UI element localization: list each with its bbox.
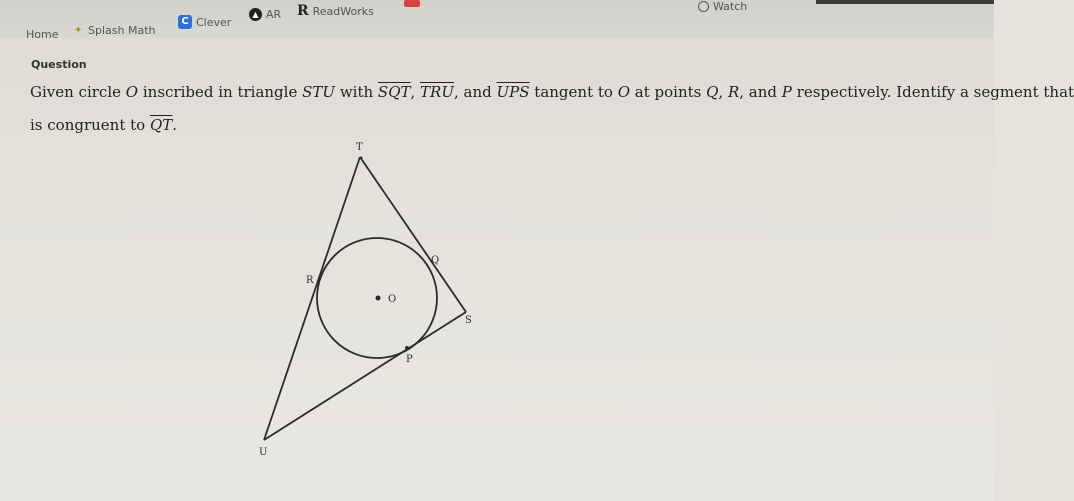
q-circle-o: O [125,83,139,101]
vertex-t [360,157,363,160]
readworks-label: ReadWorks [312,4,374,18]
q-text: , and [454,83,497,101]
q-text: inscribed in triangle [138,83,303,101]
q-text: tangent to [529,83,618,101]
q-text: with [335,83,378,101]
q-text: , and [739,83,782,101]
label-u: U [259,447,268,458]
q-segment-sqt: $\overline{SQT}$ [377,83,411,101]
splash-math-label: Splash Math [88,24,156,37]
q-text: respectively. Identify a segment that [791,83,1074,101]
q-text: at points [630,83,707,101]
q-point-r: R [727,83,740,101]
ar-label: AR [266,8,282,21]
home-label: Home [26,28,59,41]
q-point-q: Q [706,83,719,101]
tangent-point-p [405,346,409,350]
segment-tu [264,157,360,440]
label-r: R [306,275,314,286]
question-label: Question [31,58,87,71]
q-segment-qt: $\overline{QT}$ [149,116,173,134]
q-text: Given circle [30,83,126,101]
splash-math-icon: ✦ [74,24,83,36]
readworks-icon: R [297,3,309,19]
triangle-stu [264,157,466,440]
question-line-1: Given circle O inscribed in triangle STU with $\overline{SQT}$, $\overline{TRU}$, and $\overline{UPS}$ tangent to O at points Q, R, and P respectively. Identify a segment that [30,83,1074,101]
label-o: O [388,294,397,305]
ar-icon: ▲ [249,8,262,21]
q-segment-ups: $\overline{UPS}$ [496,83,530,101]
watch-label: Watch [713,0,748,13]
q-text: . [172,116,178,134]
q-segment-tru: $\overline{TRU}$ [420,83,454,101]
clever-icon: C [178,15,192,29]
center-point-o [376,296,381,301]
segment-us [264,312,466,440]
q-point-p: P [781,83,792,101]
label-q: Q [431,255,440,266]
q-triangle-stu: STU [302,83,336,101]
q-circle-o-2: O [617,83,631,101]
segment-ts [360,157,466,312]
clever-label: Clever [196,15,232,29]
label-t: T [356,142,363,153]
label-s: S [465,315,472,326]
q-text: is congruent to [30,116,150,134]
label-p: P [406,354,413,365]
